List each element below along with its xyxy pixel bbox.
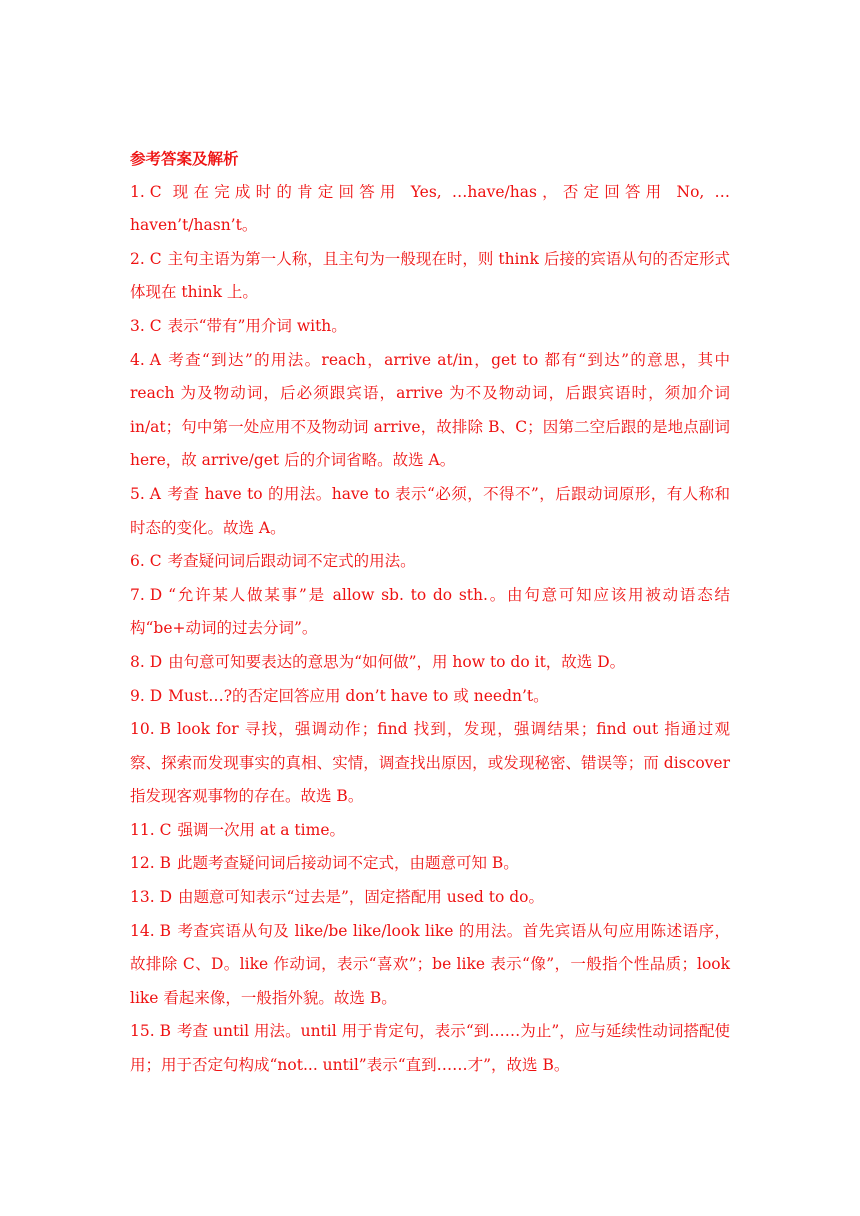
answer-item-6: [130, 545, 730, 579]
answer-item-4: [130, 344, 730, 478]
answer-explanation: 由句意可知要表达的意思为“如何做”，用 how to do it，故选 D。: [168, 652, 626, 671]
answer-explanation: 考查“到达”的用法。reach，arrive at/in，get to 都有“到达”的意思，其中 reach 为及物动词，后必须跟宾语，arrive 为不及物动词，后跟宾语时，须加介词 in/at；句中第一处应用不及物动词 arrive，故排除 B、C；因第二空后跟的是地点副词 here，故 arrive/get 后的介词省略。故选 A。: [130, 350, 730, 470]
answer-explanation: look for 寻找，强调动作；find 找到，发现，强调结果；find out 指通过观察、探索而发现事实的真相、实情，调查找出原因，或发现秘密、错误等；而 discover 指发现客观事物的存在。故选 B。: [130, 720, 730, 806]
answer-number: 5. A: [130, 484, 161, 503]
answer-explanation: 由题意可知表示“过去是”，固定搭配用 used to do。: [178, 888, 544, 907]
answer-item-15: [130, 1015, 730, 1082]
answer-explanation: 强调一次用 at a time。: [177, 820, 345, 839]
answer-number: 12. B: [130, 854, 171, 873]
answer-item-7: [130, 579, 730, 646]
answer-item-14: [130, 915, 730, 1016]
answer-number: 9. D: [130, 686, 163, 705]
answer-number: 4. A: [130, 350, 161, 369]
answer-explanation: Must…?的否定回答应用 don’t have to 或 needn’t。: [168, 686, 549, 705]
answer-item-12: [130, 847, 730, 881]
answer-explanation: 现在完成时的肯定回答用 Yes, …have/has，否定回答用 No, …haven’t/hasn’t。: [130, 182, 730, 235]
answer-item-1: [130, 176, 730, 243]
answer-item-13: [130, 881, 730, 915]
answer-number: 2. C: [130, 249, 162, 268]
answer-item-9: [130, 680, 730, 714]
answer-number: 14. B: [130, 921, 171, 940]
answers-heading: 参考答案及解析: [130, 149, 239, 168]
answer-number: 11. C: [130, 820, 172, 839]
answer-explanation: 表示“带有”用介词 with。: [167, 316, 347, 335]
answer-number: 13. D: [130, 888, 173, 907]
answer-number: 8. D: [130, 652, 163, 671]
answer-item-5: [130, 478, 730, 545]
answer-item-10: [130, 713, 730, 814]
answer-explanation: “允许某人做某事”是 allow sb. to do sth.。由句意可知应该用被动语态结构“be+动词的过去分词”。: [130, 585, 730, 638]
answer-document: [130, 142, 730, 1083]
answer-number: 10. B: [130, 720, 171, 739]
answer-item-8: [130, 646, 730, 680]
answer-number: 3. C: [130, 316, 162, 335]
answer-explanation: 考查疑问词后跟动词不定式的用法。: [167, 552, 416, 571]
answer-explanation: 主句主语为第一人称，且主句为一般现在时，则 think 后接的宾语从句的否定形式体现在 think 上。: [130, 249, 730, 302]
answer-number: 1. C: [130, 182, 162, 201]
answer-item-2: [130, 243, 730, 310]
answer-explanation: 考查 have to 的用法。have to 表示“必须，不得不”，后跟动词原形，有人称和时态的变化。故选 A。: [130, 484, 730, 537]
answer-number: 7. D: [130, 585, 163, 604]
answer-number: 6. C: [130, 552, 162, 571]
answer-item-11: [130, 814, 730, 848]
answer-item-3: [130, 310, 730, 344]
answer-explanation: 此题考查疑问词后接动词不定式，由题意可知 B。: [176, 854, 519, 873]
answer-explanation: 考查 until 用法。until 用于肯定句，表示“到……为止”，应与延续性动词搭配使用；用于否定句构成“not... until”表示“直到……才”，故选 B。: [130, 1022, 730, 1075]
answer-number: 15. B: [130, 1022, 171, 1041]
answer-explanation: 考查宾语从句及 like/be like/look like 的用法。首先宾语从句应用陈述语序，故排除 C、D。like 作动词，表示“喜欢”；be like 表示“像”，一般指个性品质；look like 看起来像，一般指外貌。故选 B。: [130, 921, 730, 1007]
